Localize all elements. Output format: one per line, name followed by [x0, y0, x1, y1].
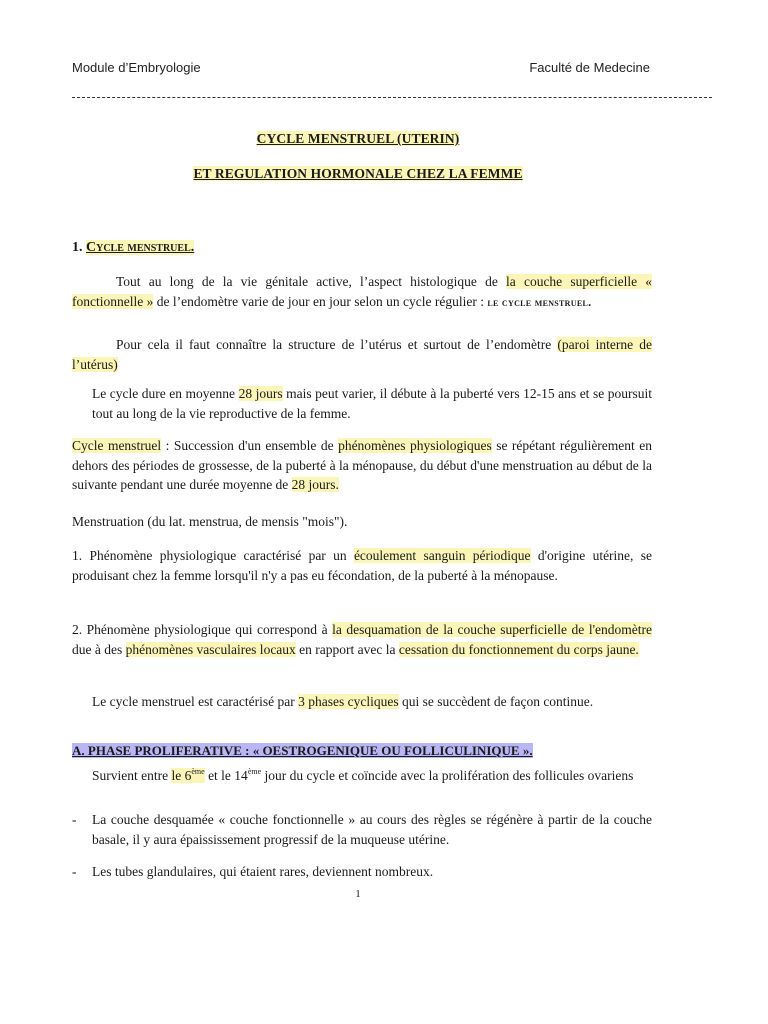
title-line-2: ET REGULATION HORMONALE CHEZ LA FEMME — [193, 166, 523, 181]
header-faculty: Faculté de Medecine — [529, 60, 650, 75]
paragraph-6: 1. Phénomène physiologique caractérisé par un écoulement sanguin périodique d'origine utérine, se produisant chez la femme lorsqu'il n'y a pas eu fécondation, de la puberté à la ménopause. — [72, 548, 652, 583]
header-module: Module d’Embryologie — [72, 60, 201, 75]
paragraph-8: Le cycle menstruel est caractérisé par 3 phases cycliques qui se succèdent de façon continue. — [92, 694, 594, 709]
section-1-number: 1. — [72, 240, 83, 255]
section-a-intro: Survient entre le 6ème et le 14ème jour du cycle et coïncide avec la prolifération des follicules ovariens — [92, 767, 634, 783]
section-1-title: Cycle menstruel. — [86, 240, 195, 255]
bullet-item-2: Les tubes glandulaires, qui étaient rares, deviennent nombreux. — [92, 864, 434, 879]
bullet-dash-2: - — [72, 864, 77, 879]
bullet-item-1: La couche desquamée « couche fonctionnelle » au cours des règles se régénère à partir de la couche basale, il y aura épaississement progressif de la muqueuse utérine. — [92, 812, 652, 847]
page-number: 1 — [355, 888, 361, 900]
paragraph-7: 2. Phénomène physiologique qui correspond à la desquamation de la couche superficielle de l'endomètre due à des phénomènes vasculaires locaux en rapport avec la cessation du fonctionnement du corps jaune. — [72, 622, 652, 657]
paragraph-3: Le cycle dure en moyenne 28 jours mais peut varier, il débute à la puberté vers 12-15 ans et se poursuit tout au long de la vie reproductive de la femme. — [92, 386, 652, 421]
paragraph-1: Tout au long de la vie génitale active, l’aspect histologique de la couche superficielle « fonctionnelle » de l’endomètre varie de jour en jour selon un cycle régulier : le cycle menstruel. — [72, 274, 652, 309]
bullet-dash-1: - — [72, 812, 77, 827]
paragraph-5: Menstruation (du lat. menstrua, de mensis "mois"). — [72, 514, 348, 529]
title-line-1: CYCLE MENSTRUEL (UTERIN) — [256, 131, 460, 146]
paragraph-2: Pour cela il faut connaître la structure de l’utérus et surtout de l’endomètre (paroi interne de l’utérus) — [72, 337, 652, 372]
paragraph-4: Cycle menstruel : Succession d'un ensemble de phénomènes physiologiques se répétant régulièrement en dehors des périodes de grossesse, de la puberté à la ménopause, du début d'une menstruation au début de la suivante pendant une durée moyenne de 28 jours. — [72, 438, 652, 492]
header-divider — [72, 97, 712, 98]
section-1-heading — [72, 240, 194, 256]
section-a-heading: A. PHASE PROLIFERATIVE : « OESTROGENIQUE OU FOLLICULINIQUE ». — [72, 743, 533, 758]
